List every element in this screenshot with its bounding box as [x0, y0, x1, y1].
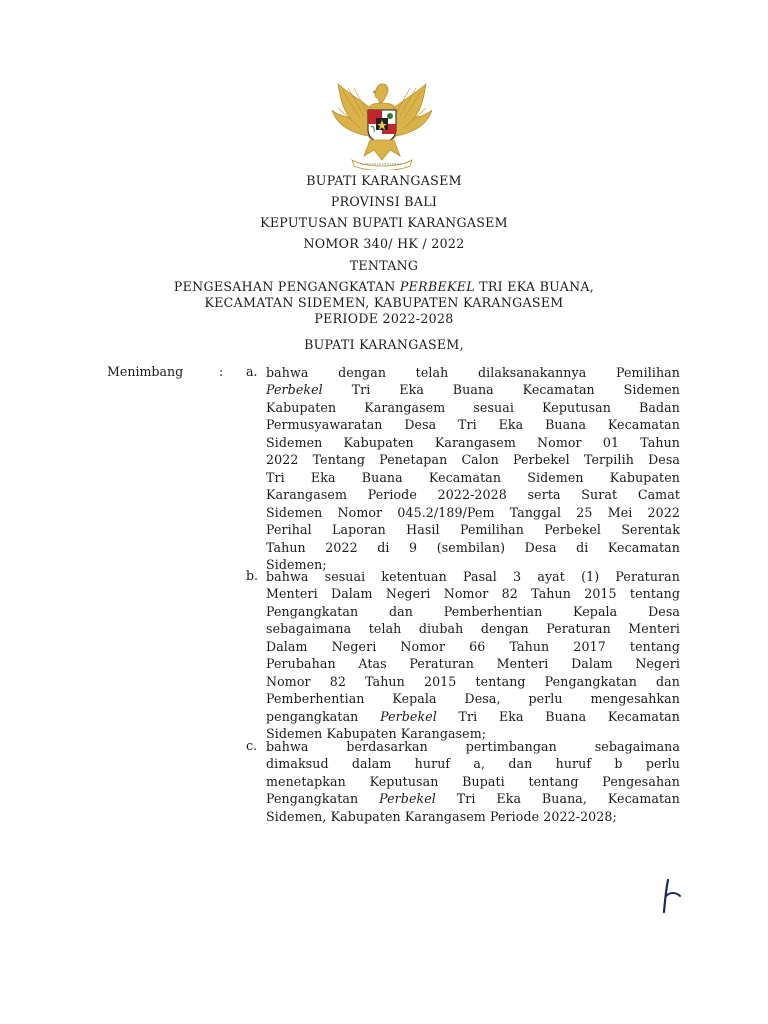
- text-line: Sidemen;: [266, 556, 327, 572]
- official-salutation: BUPATI KARANGASEM,: [304, 337, 464, 352]
- italic-term: Perbekel: [266, 382, 323, 398]
- decree-heading: KEPUTUSAN BUPATI KARANGASEM: [260, 215, 508, 230]
- text-fragment: Tri Eka Buana Kecamatan Sidemen: [351, 382, 681, 398]
- text-line: Pemberhentian Kepala Desa, perlu mengesahkan: [266, 691, 680, 707]
- text-line: Tri Eka Buana Kecamatan Sidemen Kabupaten: [266, 469, 680, 485]
- text-line: bahwa berdasarkan pertimbangan sebagaimana: [266, 739, 680, 754]
- text-line: Menteri Dalam Negeri Nomor 82 Tahun 2015 tentang: [266, 586, 680, 602]
- text-line: Permusyawaratan Desa Tri Eka Buana Kecamatan: [266, 417, 680, 433]
- handwritten-initial-icon: [656, 876, 686, 916]
- regent-heading: BUPATI KARANGASEM: [306, 173, 462, 188]
- text-line: menetapkan Keputusan Bupati tentang Pengesahan: [266, 773, 680, 789]
- text-line: [266, 790, 680, 807]
- text-line: Sidemen Kabupaten Karangasem;: [266, 726, 487, 742]
- text-line: Karangasem Periode 2022-2028 serta Surat Camat: [266, 487, 680, 503]
- text-line: Sidemen Nomor 045.2/189/Pem Tanggal 25 Mei 2022: [266, 504, 680, 520]
- text-fragment: pengangkatan: [266, 708, 359, 724]
- item-letter: a.: [246, 364, 258, 379]
- item-text: [266, 568, 680, 743]
- decree-number: NOMOR 340/ HK / 2022: [303, 236, 465, 251]
- decree-title-line-2: KECAMATAN SIDEMEN, KABUPATEN KARANGASEM: [204, 295, 564, 310]
- title-text: TRI EKA BUANA,: [474, 279, 595, 294]
- text-line: Nomor 82 Tahun 2015 tentang Pengangkatan dan: [266, 673, 680, 689]
- text-line: [266, 708, 680, 725]
- text-fragment: Tri Eka Buana Kecamatan: [458, 708, 681, 724]
- text-line: Perubahan Atas Peraturan Menteri Dalam Negeri: [266, 656, 680, 672]
- section-colon: :: [219, 364, 224, 379]
- text-line: [266, 381, 680, 398]
- text-line: bahwa dengan telah dilaksanakannya Pemilihan: [266, 365, 680, 380]
- text-line: Kabupaten Karangasem sesuai Keputusan Badan: [266, 399, 680, 415]
- text-line: Dalam Negeri Nomor 66 Tahun 2017 tentang: [266, 638, 680, 654]
- italic-term: Perbekel: [380, 708, 437, 724]
- text-line: Pengangkatan dan Pemberhentian Kepala Desa: [266, 603, 680, 619]
- item-text: [266, 738, 680, 825]
- italic-term: Perbekel: [379, 791, 436, 807]
- text-line: Perihal Laporan Hasil Pemilihan Perbekel Serentak: [266, 522, 680, 538]
- title-text: PENGESAHAN PENGANGKATAN: [173, 279, 400, 294]
- garuda-emblem-icon: [330, 78, 434, 170]
- item-letter: b.: [246, 568, 259, 583]
- text-line: 2022 Tentang Penetapan Calon Perbekel Terpilih Desa: [266, 452, 680, 468]
- section-label: Menimbang: [107, 364, 184, 379]
- text-line: Sidemen, Kabupaten Karangasem Periode 2022-2028;: [266, 808, 617, 824]
- title-italic-term: PERBEKEL: [399, 279, 475, 294]
- text-fragment: Pengangkatan: [266, 791, 359, 807]
- item-text: [266, 364, 680, 573]
- text-line: dimaksud dalam huruf a, dan huruf b perlu: [266, 756, 680, 772]
- text-line: bahwa sesuai ketentuan Pasal 3 ayat (1) Peraturan: [266, 569, 680, 584]
- province-heading: PROVINSI BALI: [330, 194, 438, 209]
- about-heading: TENTANG: [349, 258, 419, 273]
- text-line: sebagaimana telah diubah dengan Peraturan Menteri: [266, 621, 680, 637]
- decree-title-line-3: PERIODE 2022-2028: [314, 311, 454, 326]
- text-line: Sidemen Kabupaten Karangasem Nomor 01 Tahun: [266, 434, 680, 450]
- decree-title-line-1: [0, 278, 768, 296]
- text-line: Tahun 2022 di 9 (sembilan) Desa di Kecamatan: [266, 539, 680, 555]
- item-letter: c.: [246, 738, 258, 753]
- text-fragment: Tri Eka Buana, Kecamatan: [456, 791, 680, 807]
